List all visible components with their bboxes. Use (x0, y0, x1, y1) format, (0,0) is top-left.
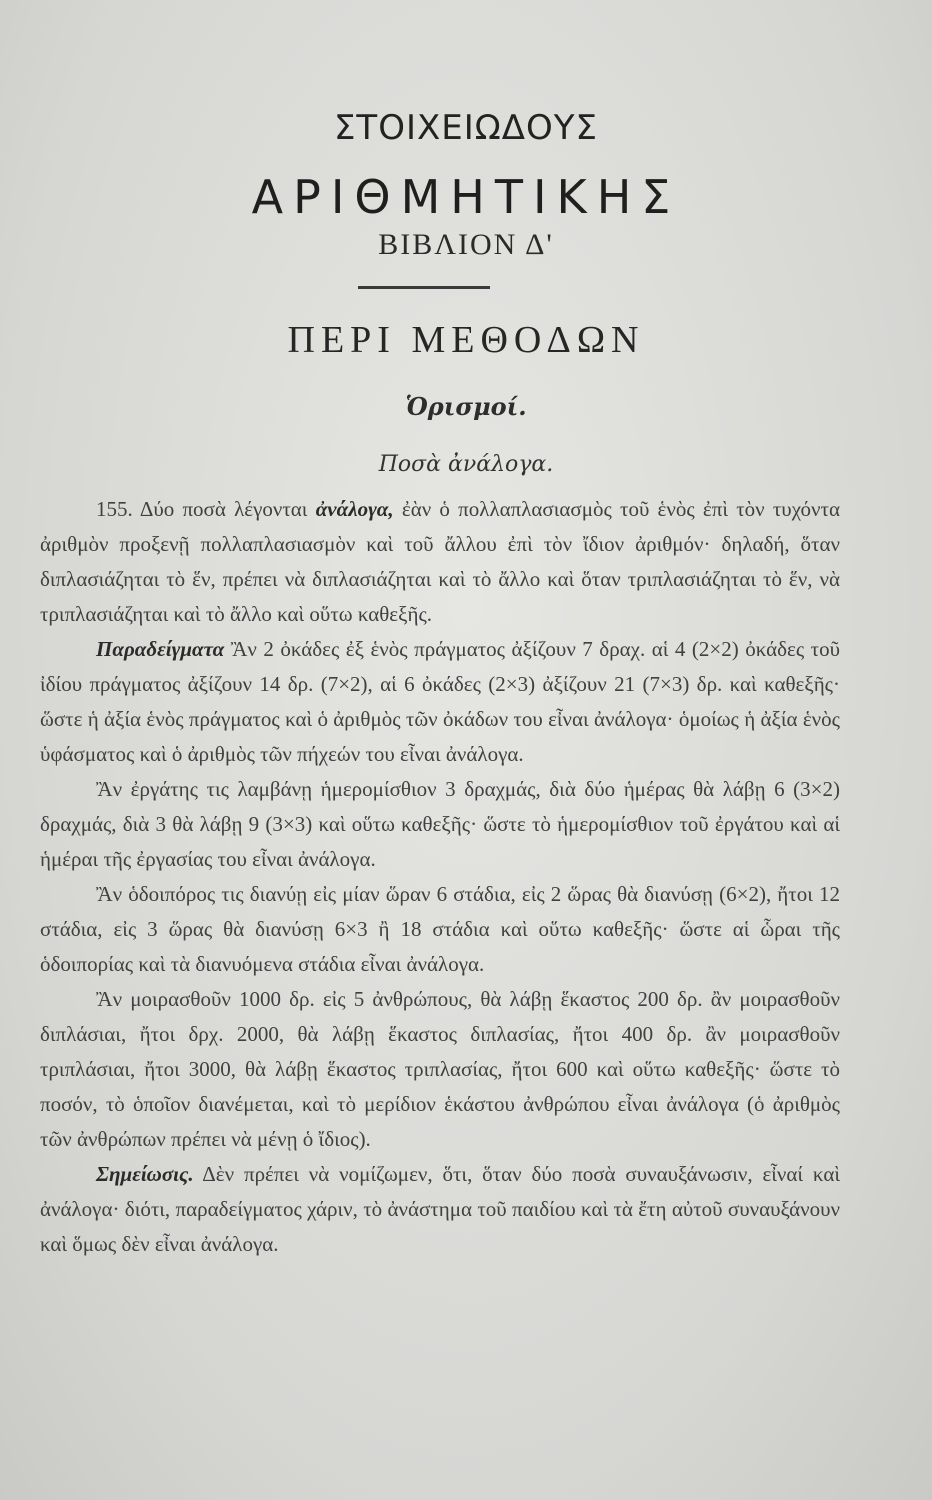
paragraph-money: Ἂν μοιρασθοῦν 1000 δρ. εἰς 5 ἀνθρώπους, θὰ λάβῃ ἕκαστος 200 δρ. ἂν μοιρασθοῦν διπλάσιαι, ἤτοι δρχ. 2000, θὰ λάβῃ ἕκαστος διπλασίας, ἤτοι 400 δρ. ἂν μοιρασθοῦν τριπλάσιαι, ἤτοι 3000, θὰ λάβῃ ἕκαστος τριπλασίας, ἤτοι 600 καὶ οὕτω καθεξῆς· ὥστε τὸ ποσόν, τὸ ὁποῖον διανέμεται, καὶ τὸ μερίδιον ἑκάστου ἀνθρώπου εἶναι ἀνάλογα (ὁ ἀριθμὸς τῶν ἀνθρώπων πρέπει νὰ μένῃ ὁ ἴδιος). (40, 987, 840, 1151)
paragraph-rest: ἐὰν ὁ πολλαπλασιασμὸς τοῦ ἑνὸς ἐπὶ τὸν τυχόντα ἀριθμὸν προξενῇ πολλαπλασιασμὸν καὶ τοῦ ἄλλου ἐπὶ τὸν ἴδιον ἀριθμόν· δηλαδή, ὅταν διπλασιάζηται τὸ ἕν, πρέπει νὰ διπλασιάζηται καὶ τὸ ἄλλο καὶ ὅταν τριπλασιάζηται τὸ ἕν, νὰ τριπλασιάζηται καὶ τὸ ἄλλο καὶ οὕτω καθεξῆς. (40, 497, 840, 626)
paragraph-155 (40, 492, 840, 632)
examples-text: Ἂν 2 ὀκάδες ἐξ ἑνὸς πράγματος ἀξίζουν 7 δραχ. αἱ 4 (2×2) ὀκάδες τοῦ ἰδίου πράγματος ἀξίζουν 14 δρ. (7×2), αἱ 6 ὀκάδες (2×3) ἀξίζουν 21 (7×3) δρ. καὶ καθεξῆς· ὥστε ἡ ἀξία ἑνὸς πράγματος καὶ ὁ ἀριθμὸς τῶν ὀκάδων του εἶναι ἀνάλογα· ὁμοίως ἡ ἀξία ἑνὸς ὑφάσματος καὶ ὁ ἀριθμὸς τῶν πήχεών του εἶναι ἀνάλογα. (40, 637, 840, 766)
paragraph-note (40, 1157, 840, 1262)
paragraph-start: 155. Δύο ποσὰ λέγονται (96, 497, 316, 521)
examples-label: Παραδείγματα (96, 637, 225, 661)
body-text (40, 492, 840, 1262)
term-analoga: ἀνάλογα, (315, 497, 394, 521)
title-top: ΣΤΟΙΧΕΙΩΔΟΥΣ (333, 108, 599, 148)
note-text: Δὲν πρέπει νὰ νομίζωμεν, ὅτι, ὅταν δύο ποσὰ συναυξάνωσιν, εἶναί καὶ ἀνάλογα· διότι, παραδείγματος χάριν, τὸ ἀνάστημα τοῦ παιδίου καὶ τὰ ἔτη αὐτοῦ συναυξάνουν καὶ ὅμως δὲν εἶναι ἀνάλογα. (40, 1162, 840, 1256)
title-rule (358, 286, 490, 289)
subsection-heading: Ποσὰ ἀνάλογα. (378, 452, 554, 477)
paragraph-examples (40, 632, 840, 772)
note-label: Σημείωσις. (96, 1162, 194, 1186)
paragraph-worker: Ἂν ἐργάτης τις λαμβάνῃ ἡμερομίσθιον 3 δραχμάς, διὰ δύο ἡμέρας θὰ λάβῃ 6 (3×2) δραχμάς, διὰ 3 θὰ λάβῃ 9 (3×3) καὶ οὕτω καθεξῆς· ὥστε τὸ ἡμερομίσθιον τοῦ ἐργάτου καὶ αἱ ἡμέραι τῆς ἐργασίας του εἶναι ἀνάλογα. (40, 777, 840, 871)
title-main: ΑΡΙΘΜΗΤΙΚΗΣ (251, 170, 681, 224)
paragraph-traveler: Ἂν ὁδοιπόρος τις διανύῃ εἰς μίαν ὥραν 6 στάδια, εἰς 2 ὥρας θὰ διανύσῃ (6×2), ἤτοι 12 στάδια, εἰς 3 ὥρας θὰ διανύσῃ 6×3 ἢ 18 στάδια καὶ οὕτω καθεξῆς· ὥστε αἱ ὧραι τῆς ὁδοιπορίας καὶ τὰ διανυόμενα στάδια εἶναι ἀνάλογα. (40, 882, 840, 976)
section-heading: Ὁρισμοί. (405, 392, 527, 421)
chapter-title: ΠΕΡΙ ΜΕΘΟΔΩΝ (287, 319, 645, 361)
book-label: ΒΙΒΛΙΟΝ Δ' (378, 228, 554, 261)
